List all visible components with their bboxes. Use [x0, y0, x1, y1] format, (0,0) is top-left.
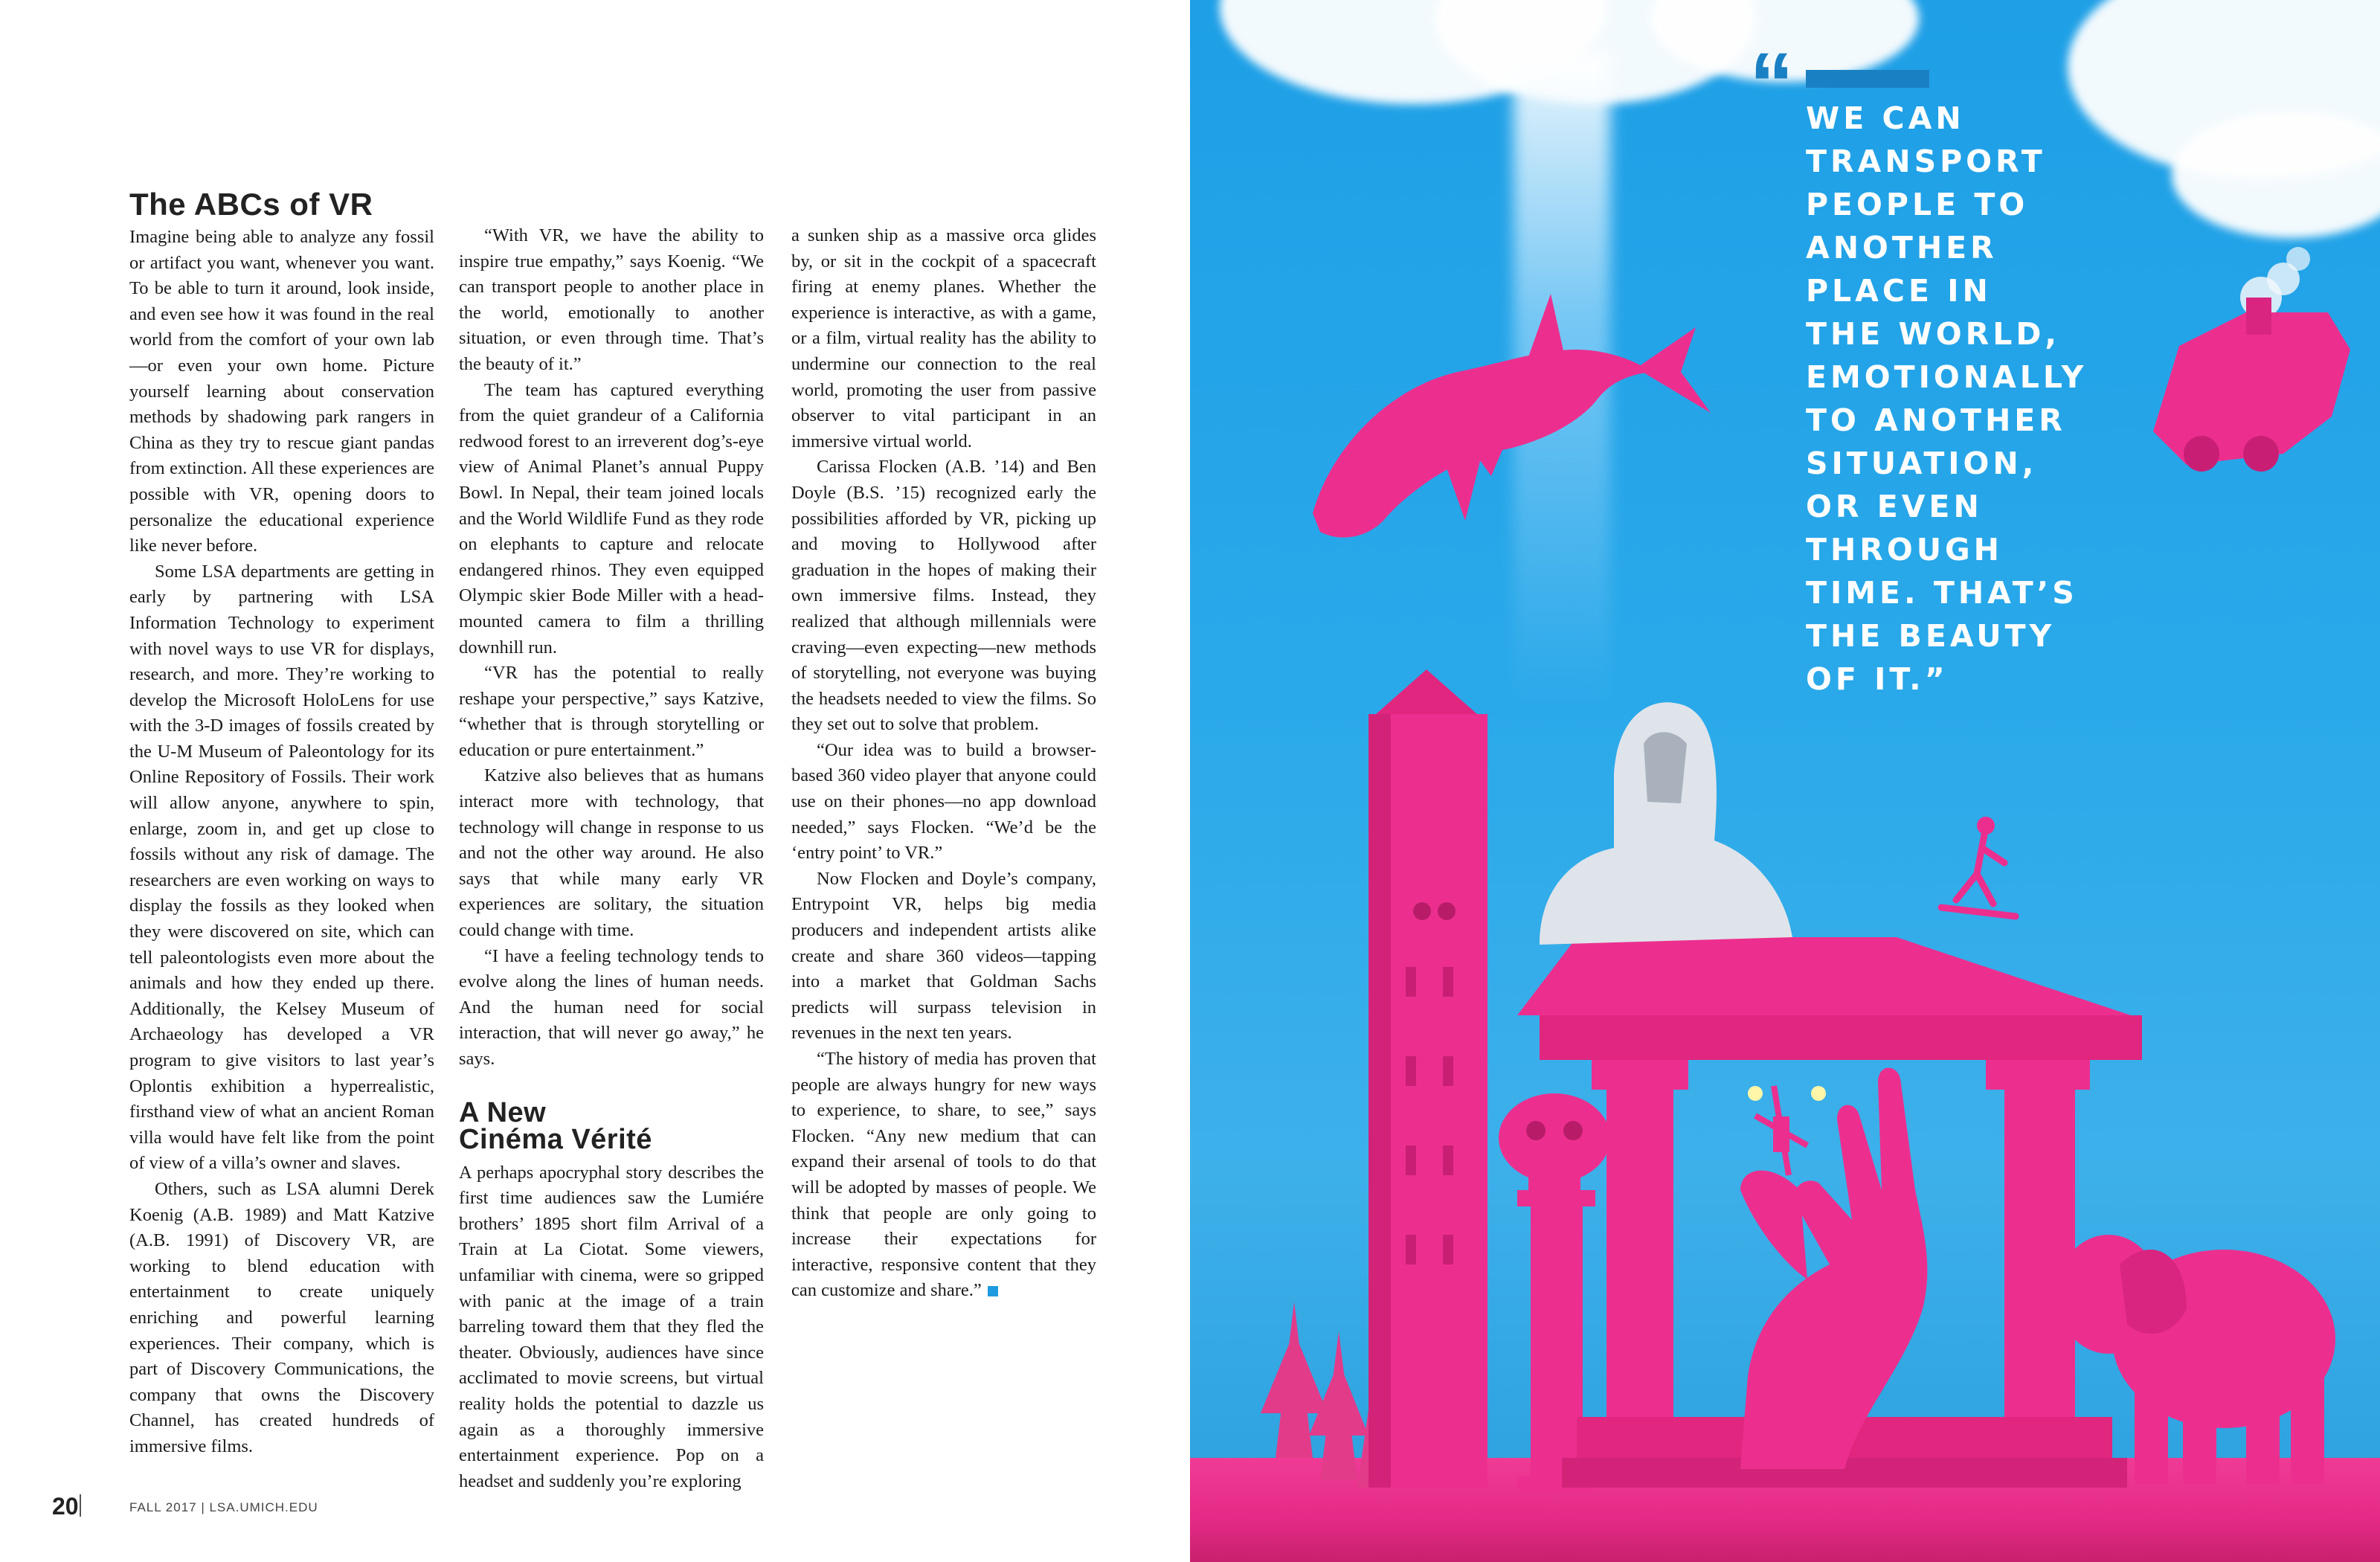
paragraph: Katzive also believes that as humans interact more with technology, that technology will change in response to us and not the other way around. He also says that while many early VR experiences are solitary, the situation could change with time. [459, 765, 764, 941]
section-heading-cinema [459, 1096, 764, 1155]
quote-rule [1806, 70, 1929, 88]
paragraph: Carissa Flocken (A.B. ’14) and Ben Doyle (B.S. ’15) recognized early the possibilities afforded by VR, picking up and moving to Hollywood after graduation in the hopes of making their own immersive films. Instead, they realized that although millennials were craving—even expecting—new methods of storytelling, not everyone was buying the headsets needed to view the films. So they set out to solve that problem. [791, 457, 1096, 735]
paragraph-text: “The history of media has proven that people are always hungry for new ways to experience, to share, to see,” says Flocken. “Any new medium that can expand their arsenal of tools to do that will be adopted by masses of people. We think that people are only going to increase their expectations for interactive, responsive content that they can customize and share.” [791, 1049, 1096, 1301]
paragraph: Others, such as LSA alumni Derek Koenig (A.B. 1989) and Matt Katzive (A.B. 1991) of Discovery VR, are working to blend education with entertainment to create uniquely enriching and powerful learning experiences. Their company, which is part of Discovery Communications, the company that owns the Discovery Channel, has created hundreds of immersive films. [129, 1178, 434, 1456]
spaceship-toy-icon [1748, 1086, 1826, 1175]
hand-toy-icon [1740, 1068, 1927, 1469]
pull-quote [1806, 97, 2088, 701]
pull-quote-line: THROUGH [1806, 532, 2003, 568]
paragraph: “Our idea was to build a browser-based 360 video player that anyone could use on their phones—no app download needed,” says Flocken. “We’d be the ‘entry point’ to VR.” [791, 739, 1096, 864]
article-column-3 [791, 223, 1096, 1304]
pull-quote-line: EMOTIONALLY [1806, 359, 2088, 395]
page-number: 20 [52, 1493, 79, 1520]
article-column-1 [129, 187, 434, 1460]
pull-quote-line: THE WORLD, [1806, 316, 2060, 352]
quote-mark: “ [1749, 34, 1794, 134]
hooded-figure-icon [1540, 702, 1792, 945]
paragraph: Imagine being able to analyze any fossil or artifact you want, whenever you want. To be able to turn it around, look inside, and even see how it was found in the real world from the comfort of your own lab—or even your own home. Picture yourself learning about conservation methods by shadowing park rangers in China as they try to rescue giant pandas from extinction. All these experiences are possible with VR, opening doors to personalize the educational experience like never before. [129, 227, 434, 556]
pull-quote-line: WE CAN [1806, 100, 1965, 136]
paragraph: “With VR, we have the ability to inspire true empathy,” says Koenig. “We can transport people to another place in the world, emotionally to another situation, or even through time. That’s the beauty of it.” [459, 225, 764, 374]
pull-quote-line: PLACE IN [1806, 273, 1992, 309]
orca-toy-icon [1313, 294, 1711, 538]
skull-toy-icon [1499, 1093, 1610, 1190]
pine-trees-icon [1261, 1302, 1387, 1488]
paragraph: “VR has the potential to really reshape your perspective,” says Katzive, “whether that is through storytelling or education or pure entertainment.” [459, 663, 764, 760]
heading-line: A New [459, 1096, 547, 1128]
pull-quote-line: TIME. THAT’S [1806, 575, 2078, 611]
end-mark-icon [988, 1286, 998, 1296]
pull-quote-line: OF IT.” [1806, 661, 1949, 697]
pull-quote-line: ANOTHER [1806, 230, 1998, 266]
paragraph: A perhaps apocryphal story describes the first time audiences saw the Lumiére brothers’ 1895 short film Arrival of a Train at La Ciotat. Some viewers, unfamiliar with cinema, were so gripped with panic at the image of a train barreling toward them that they fled the theater. Obviously, audiences have since acclimated to movie screens, but virtual reality holds the potential to dazzle us again as a thoroughly immersive entertainment experience. Pop on a headset and suddenly you’re exploring [459, 1162, 764, 1491]
pull-quote-line: SITUATION, [1806, 446, 2038, 481]
paragraph: Now Flocken and Doyle’s company, Entrypoint VR, helps big media producers and independent artists alike create and share 360 videos—tapping into a market that Goldman Sachs predicts will surpass television in revenues in the next ten years. [791, 868, 1096, 1044]
folio-divider [80, 1494, 81, 1517]
pull-quote-line: OR EVEN [1806, 489, 1983, 524]
paragraph [791, 1047, 1096, 1304]
pull-quote-line: TO ANOTHER [1806, 402, 2066, 438]
toy-scene [1190, 0, 2380, 1562]
tower-toy-icon [1368, 669, 1488, 1488]
train-toy-icon [2153, 247, 2350, 472]
pull-quote-line: THE BEAUTY [1806, 618, 2056, 654]
pull-quote-line: PEOPLE TO [1806, 187, 2029, 222]
paragraph: “I have a feeling technology tends to evolve along the lines of human needs. And the human need for social interaction, that will never go away,” he says. [459, 945, 764, 1069]
heading-line: Cinéma Vérité [459, 1123, 652, 1155]
paragraph: Some LSA departments are getting in early by partnering with LSA Information Technology to experiment with novel ways to use VR for displays, research, and more. They’re working to develop the Microsoft HoloLens for use with the 3-D images of fossils created by the U-M Museum of Paleontology for its Online Repository of Fossils. Their work will allow anyone, anywhere to spin, enlarge, zoom in, and get up close to fossils without any risk of damage. The researchers are even working on ways to display the fossils as they looked when they were discovered on site, which can tell paleontologists even more about the animals and how they ended up there. Additionally, the Kelsey Museum of Archaeology has developed a VR program to give visitors to last year’s Oplontis exhibition a hyperrealistic, firsthand view of what an ancient Roman villa would have felt like from the point of view of a villa’s owner and slaves. [129, 561, 434, 1174]
article-column-2 [459, 223, 764, 1494]
pull-quote-line: TRANSPORT [1806, 144, 2046, 179]
illustration-photo [1190, 0, 2380, 1562]
paragraph: a sunken ship as a massive orca glides by, or sit in the cockpit of a spacecraft firing at enemy planes. Whether the experience is interactive, as with a game, or a film, virtual reality has the ability to undermine our connection to the real world, promoting the user from passive observer to vital participant in an immersive virtual world. [791, 225, 1096, 451]
footer-issue: FALL 2017 | LSA.UMICH.EDU [129, 1500, 318, 1514]
section-heading-abcs: The ABCs of VR [129, 187, 373, 222]
skier-toy-icon [1941, 817, 2016, 916]
paragraph: The team has captured everything from the quiet grandeur of a California redwood forest to an irreverent dog’s-eye view of Animal Planet’s annual Puppy Bowl. In Nepal, their team joined locals and the World Wildlife Fund as they rode on elephants to capture and relocate endangered rhinos. They even equipped Olympic skier Bode Miller with a head-mounted camera to film a thrilling downhill run. [459, 379, 764, 658]
